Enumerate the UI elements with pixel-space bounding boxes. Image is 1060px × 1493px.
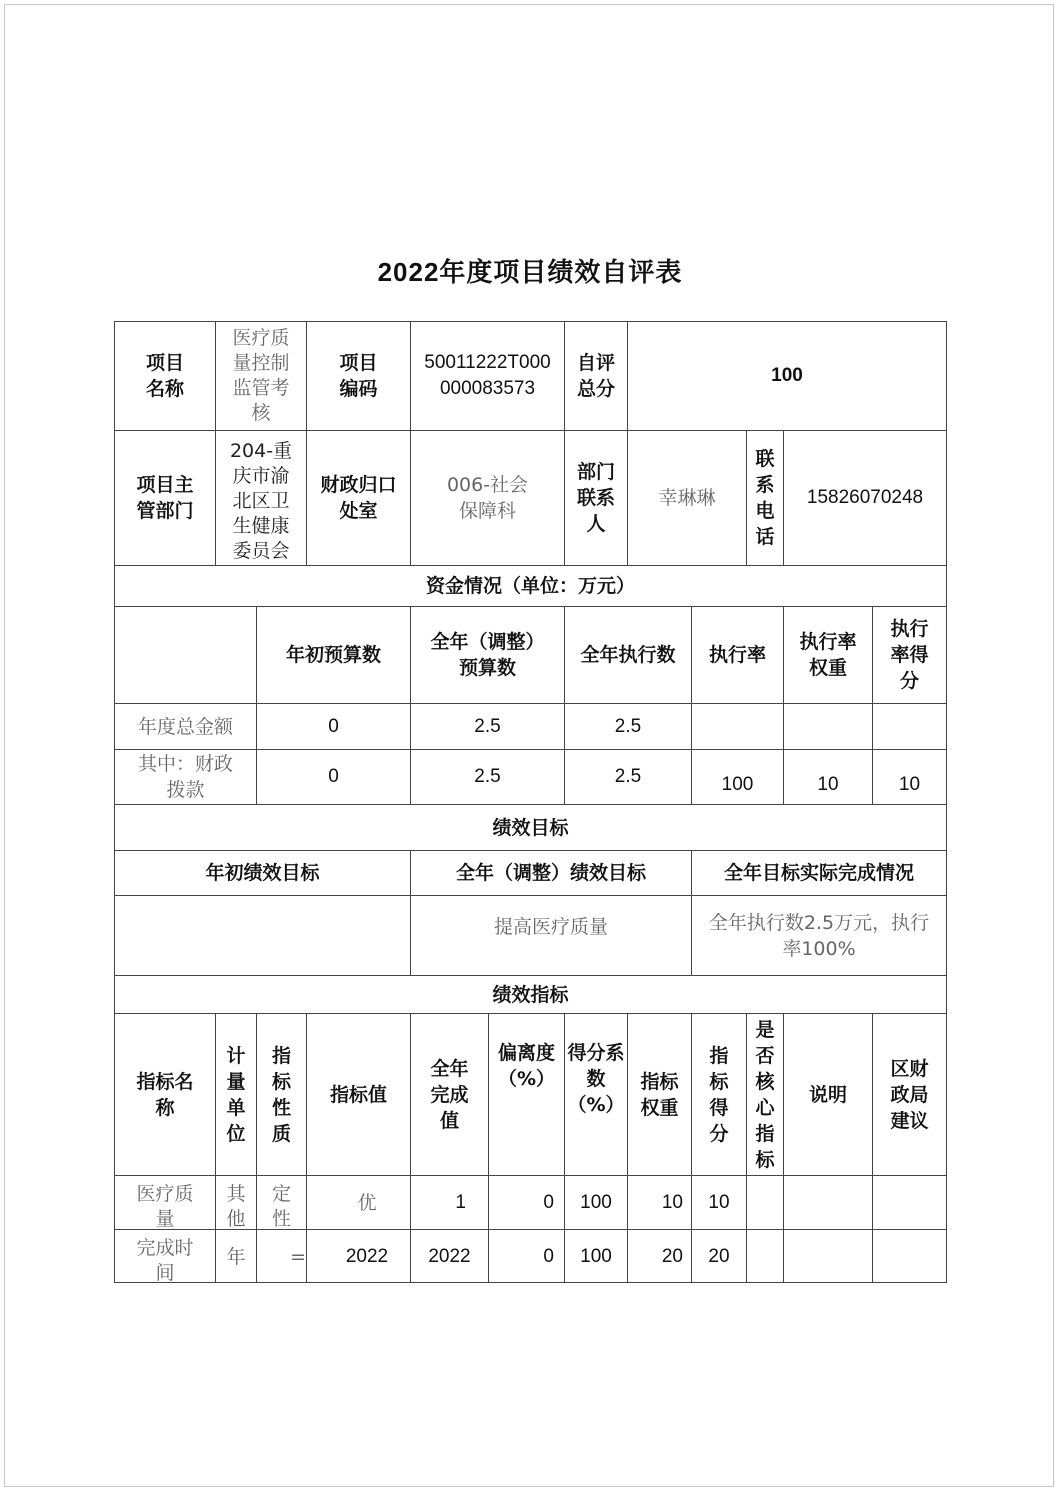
funds-row-rate [692, 704, 783, 749]
phone-label: 联系电话 [755, 448, 775, 548]
funds-row-executed: 2.5 [614, 766, 642, 787]
funds-header-rate: 执行率 [708, 644, 766, 666]
goals-section-title: 绩效目标 [492, 816, 569, 839]
funds-section-title: 资金情况（单位：万元） [425, 575, 635, 597]
ind-row-core [747, 1176, 783, 1229]
ind-row-note [784, 1176, 872, 1229]
funds-row-adjusted: 2.5 [474, 766, 501, 787]
goals-actual-value: 全年执行数2.5万元，执行率100% [708, 911, 930, 960]
ind-row-nature: 定性 [271, 1183, 291, 1229]
ind-row-note [784, 1230, 872, 1283]
ind-row-suggest [873, 1230, 946, 1283]
ind-row-actual: 2022 [428, 1245, 471, 1267]
ind-row-score: 20 [708, 1245, 730, 1267]
funds-row-adjusted: 2.5 [474, 715, 501, 737]
ind-header-coef: 得分系数（%） [567, 1042, 625, 1116]
ind-row-coef: 100 [580, 1191, 612, 1213]
ind-row-coef: 100 [580, 1245, 612, 1267]
finance-office-value: 006-社会保障科 [446, 474, 529, 522]
goals-header-adjusted: 全年（调整）绩效目标 [455, 862, 646, 884]
dept-value: 204-重庆市渝北区卫生健康委员会 [229, 440, 293, 562]
dept-label: 项目主管部门 [136, 474, 194, 522]
goals-adjusted-value: 提高医疗质量 [493, 916, 608, 938]
contact-label: 部门联系人 [576, 461, 615, 535]
funds-header-score: 执行率得分 [890, 618, 929, 692]
funds-row-weight [784, 704, 872, 749]
ind-row-name: 完成时间 [136, 1237, 194, 1283]
contact-value: 幸琳琳 [658, 487, 716, 509]
ind-row-unit: 年 [226, 1245, 246, 1268]
self-score-label: 自评总分 [576, 352, 615, 400]
ind-header-suggest: 区财政局建议 [890, 1057, 929, 1132]
project-name-value: 医疗质量控制监管考核 [232, 327, 290, 424]
ind-header-nature: 指标性质 [271, 1044, 291, 1145]
project-code-value: 50011222T000000083573 [424, 352, 551, 399]
funds-header-initial: 年初预算数 [285, 644, 381, 666]
ind-row-deviation: 0 [543, 1191, 554, 1213]
ind-header-name: 指标名称 [136, 1070, 194, 1119]
funds-header-weight: 执行率权重 [799, 631, 857, 679]
funds-header-executed: 全年执行数 [580, 644, 676, 666]
page-title [0, 252, 1060, 289]
indicators-section-title: 绩效指标 [492, 983, 569, 1006]
ind-row-core [747, 1230, 783, 1283]
title-text: 年度项目绩效自评表 [439, 258, 683, 288]
funds-row-weight: 10 [817, 774, 839, 795]
goals-header-actual: 全年目标实际完成情况 [723, 862, 914, 884]
funds-row-label: 年度总金额 [137, 715, 233, 738]
ind-header-note: 说明 [808, 1083, 847, 1106]
project-code-label: 项目编码 [339, 352, 378, 400]
funds-row-score: 10 [898, 774, 921, 795]
ind-row-score: 10 [708, 1191, 730, 1213]
ind-row-weight: 20 [661, 1245, 683, 1267]
ind-row-value: 2022 [345, 1245, 389, 1267]
ind-header-deviation: 偏离度（%） [497, 1042, 556, 1090]
ind-row-suggest [873, 1176, 946, 1229]
funds-row-executed: 2.5 [614, 715, 642, 737]
goals-initial-value [115, 896, 410, 975]
ind-row-actual: 1 [455, 1191, 466, 1213]
funds-row-rate: 100 [721, 774, 754, 795]
ind-row-name: 医疗质量 [136, 1183, 194, 1229]
ind-row-weight: 10 [661, 1191, 683, 1213]
ind-row-nature: = [290, 1245, 306, 1268]
ind-row-value: 优 [357, 1191, 377, 1214]
ind-header-score: 指标得分 [709, 1044, 729, 1145]
goals-header-initial: 年初绩效目标 [205, 862, 320, 884]
ind-header-actual: 全年完成值 [430, 1057, 469, 1132]
finance-office-label: 财政归口处室 [320, 474, 397, 522]
project-name-label: 项目名称 [145, 352, 184, 400]
ind-header-weight: 指标权重 [640, 1070, 679, 1119]
ind-row-unit: 其他 [226, 1183, 246, 1229]
funds-row-score [873, 704, 946, 749]
ind-header-unit: 计量单位 [226, 1044, 246, 1145]
self-score-value: 100 [771, 365, 803, 386]
ind-header-value: 指标值 [329, 1083, 387, 1106]
funds-row-initial: 0 [328, 766, 339, 787]
funds-row-label: 其中：财政拨款 [137, 753, 233, 801]
ind-header-core: 是否核心指标 [755, 1018, 775, 1171]
title-year: 2022 [377, 257, 440, 287]
funds-row-initial: 0 [328, 715, 339, 737]
phone-value: 15826070248 [806, 487, 924, 508]
funds-header-adjusted: 全年（调整）预算数 [430, 631, 545, 679]
ind-row-deviation: 0 [543, 1245, 554, 1267]
